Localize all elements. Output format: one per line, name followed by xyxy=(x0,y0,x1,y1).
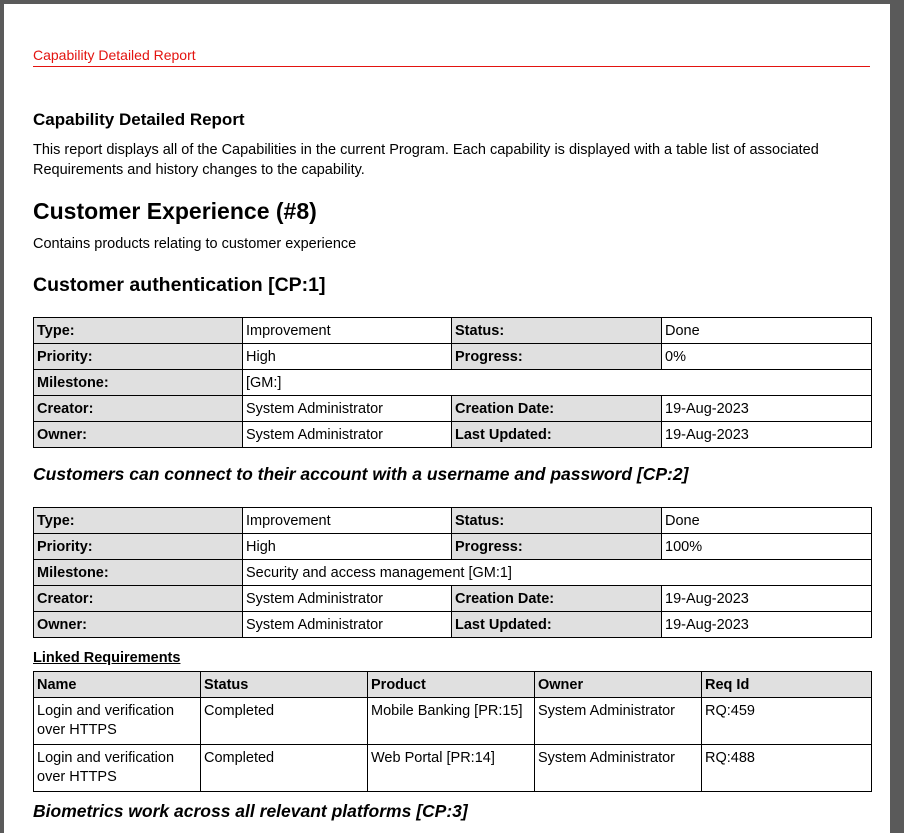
linked-requirements-table xyxy=(33,671,872,792)
type-value: Improvement xyxy=(243,508,452,534)
priority-value: High xyxy=(243,534,452,560)
milestone-label: Milestone: xyxy=(34,370,243,396)
group-description: Contains products relating to customer experience xyxy=(33,236,357,252)
table-row xyxy=(34,560,872,586)
progress-value: 0% xyxy=(662,344,872,370)
table-row xyxy=(34,318,872,344)
group-title: Customer Experience (#8) xyxy=(33,198,317,224)
capability-3-title: Biometrics work across all relevant platforms [CP:3] xyxy=(33,801,468,821)
table-row xyxy=(34,586,872,612)
creation-date-label: Creation Date: xyxy=(452,396,662,422)
creation-date-value: 19-Aug-2023 xyxy=(662,396,872,422)
last-updated-value: 19-Aug-2023 xyxy=(662,612,872,638)
creation-date-value: 19-Aug-2023 xyxy=(662,586,872,612)
report-page xyxy=(4,4,890,833)
type-value: Improvement xyxy=(243,318,452,344)
capability-2-properties xyxy=(33,507,872,638)
table-row xyxy=(34,508,872,534)
progress-label: Progress: xyxy=(452,344,662,370)
header-divider xyxy=(33,66,870,67)
page-header-title: Capability Detailed Report xyxy=(33,47,196,63)
report-description: This report displays all of the Capabilities in the current Program. Each capability is displayed with a table list of associated Requirements and history changes to the capability. xyxy=(33,142,819,178)
table-row xyxy=(34,370,872,396)
progress-label: Progress: xyxy=(452,534,662,560)
creator-value: System Administrator xyxy=(243,396,452,422)
table-row xyxy=(34,698,872,745)
status-value: Done xyxy=(662,318,872,344)
table-row xyxy=(34,396,872,422)
req-product-cell: Mobile Banking [PR:15] xyxy=(368,698,535,745)
table-header-row xyxy=(34,672,872,698)
milestone-value: Security and access management [GM:1] xyxy=(243,560,872,586)
req-product-cell: Web Portal [PR:14] xyxy=(368,745,535,792)
req-id-cell: RQ:459 xyxy=(702,698,872,745)
last-updated-label: Last Updated: xyxy=(452,612,662,638)
priority-label: Priority: xyxy=(34,344,243,370)
creation-date-label: Creation Date: xyxy=(452,586,662,612)
priority-value: High xyxy=(243,344,452,370)
req-name-cell: Login and verification over HTTPS xyxy=(34,698,201,745)
req-name-cell: Login and verification over HTTPS xyxy=(34,745,201,792)
table-row xyxy=(34,534,872,560)
priority-label: Priority: xyxy=(34,534,243,560)
status-label: Status: xyxy=(452,318,662,344)
table-row xyxy=(34,344,872,370)
type-label: Type: xyxy=(34,318,243,344)
owner-label: Owner: xyxy=(34,612,243,638)
req-owner-cell: System Administrator xyxy=(535,698,702,745)
req-status-cell: Completed xyxy=(201,745,368,792)
table-row xyxy=(34,745,872,792)
column-header-name: Name xyxy=(34,672,201,698)
capability-2-title: Customers can connect to their account with a username and password [CP:2] xyxy=(33,464,689,484)
report-title: Capability Detailed Report xyxy=(33,110,245,129)
owner-value: System Administrator xyxy=(243,612,452,638)
milestone-value: [GM:] xyxy=(243,370,872,396)
last-updated-value: 19-Aug-2023 xyxy=(662,422,872,448)
type-label: Type: xyxy=(34,508,243,534)
column-header-product: Product xyxy=(368,672,535,698)
req-owner-cell: System Administrator xyxy=(535,745,702,792)
creator-label: Creator: xyxy=(34,396,243,422)
owner-value: System Administrator xyxy=(243,422,452,448)
column-header-status: Status xyxy=(201,672,368,698)
owner-label: Owner: xyxy=(34,422,243,448)
table-row xyxy=(34,422,872,448)
creator-label: Creator: xyxy=(34,586,243,612)
milestone-label: Milestone: xyxy=(34,560,243,586)
req-id-cell: RQ:488 xyxy=(702,745,872,792)
linked-requirements-heading: Linked Requirements xyxy=(33,650,181,666)
progress-value: 100% xyxy=(662,534,872,560)
status-label: Status: xyxy=(452,508,662,534)
table-row xyxy=(34,612,872,638)
req-status-cell: Completed xyxy=(201,698,368,745)
scrollbar[interactable] xyxy=(890,4,904,833)
capability-1-title: Customer authentication [CP:1] xyxy=(33,274,326,296)
status-value: Done xyxy=(662,508,872,534)
column-header-req-id: Req Id xyxy=(702,672,872,698)
capability-1-properties xyxy=(33,317,872,448)
last-updated-label: Last Updated: xyxy=(452,422,662,448)
column-header-owner: Owner xyxy=(535,672,702,698)
creator-value: System Administrator xyxy=(243,586,452,612)
